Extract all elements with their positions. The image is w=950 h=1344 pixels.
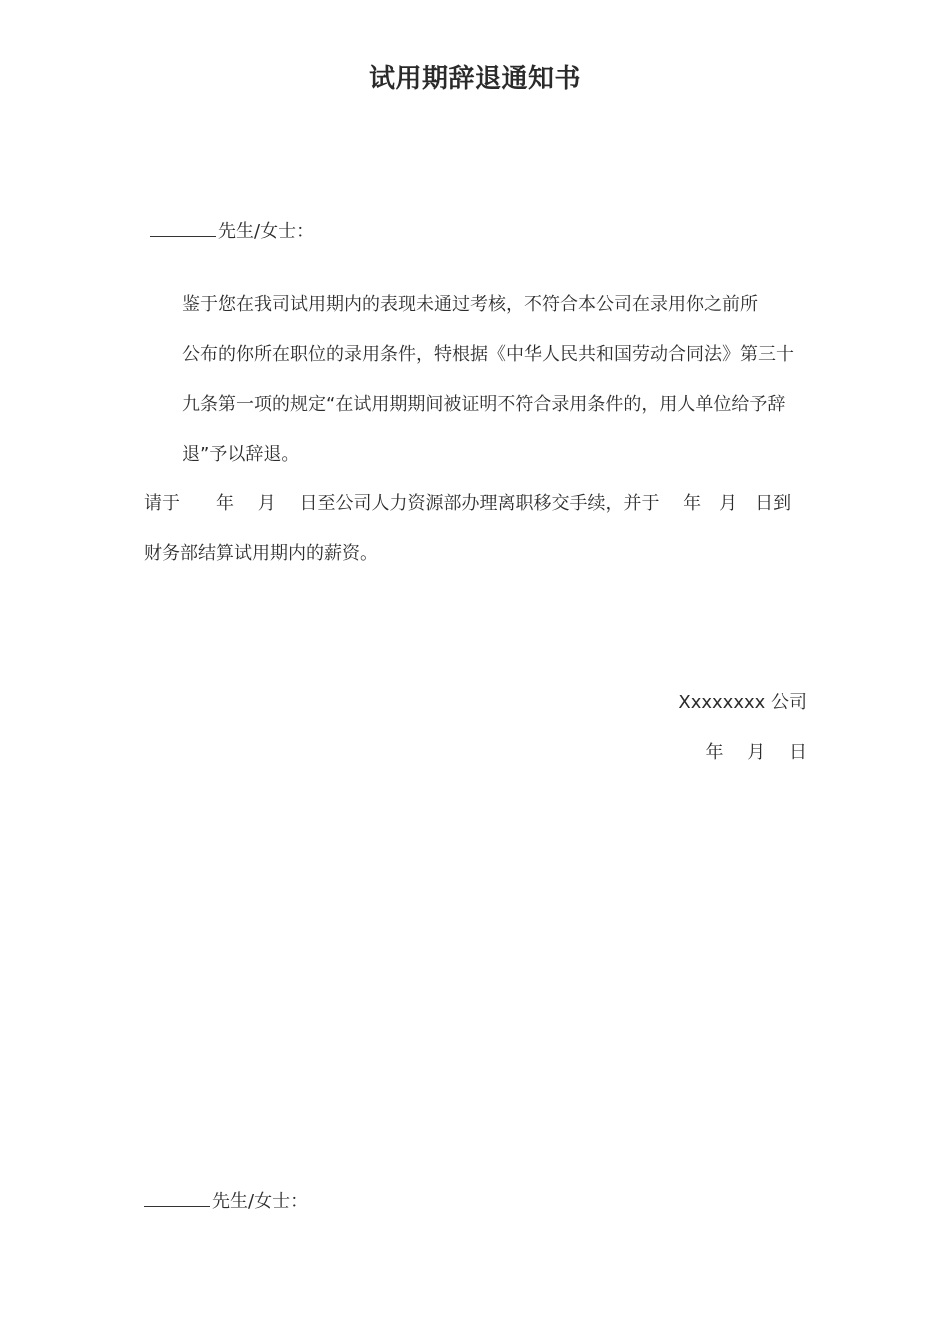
salutation xyxy=(150,218,314,245)
paragraph-procedures xyxy=(144,479,808,579)
paragraph-line: 公布的你所在职位的录用条件，特根据《中华人民共和国劳动合同法》第三十 xyxy=(182,344,794,365)
paragraph-line: 退”予以辞退。 xyxy=(182,444,300,465)
paragraph-line: 九条第一项的规定“在试用期期间被证明不符合录用条件的，用人单位给予辞 xyxy=(182,394,786,415)
paragraph-line: 请于 年 月 日至公司人力资源部办理离职移交手续，并于 年 月 日到 xyxy=(144,493,792,514)
paragraph-dismissal-reason xyxy=(144,280,808,480)
document-title: 试用期辞退通知书 xyxy=(368,64,581,94)
salutation-text: 先生/女士： xyxy=(218,221,315,242)
company-signature: Xxxxxxxx 公司 xyxy=(678,692,807,713)
name-blank xyxy=(150,218,216,237)
name-blank xyxy=(144,1188,210,1207)
salutation-second xyxy=(144,1188,308,1215)
salutation-text: 先生/女士： xyxy=(212,1191,309,1212)
paragraph-line: 鉴于您在我司试用期内的表现未通过考核，不符合本公司在录用你之前所 xyxy=(182,294,758,315)
signature-date: 年 月 日 xyxy=(705,742,807,763)
paragraph-line: 财务部结算试用期内的薪资。 xyxy=(144,543,378,564)
